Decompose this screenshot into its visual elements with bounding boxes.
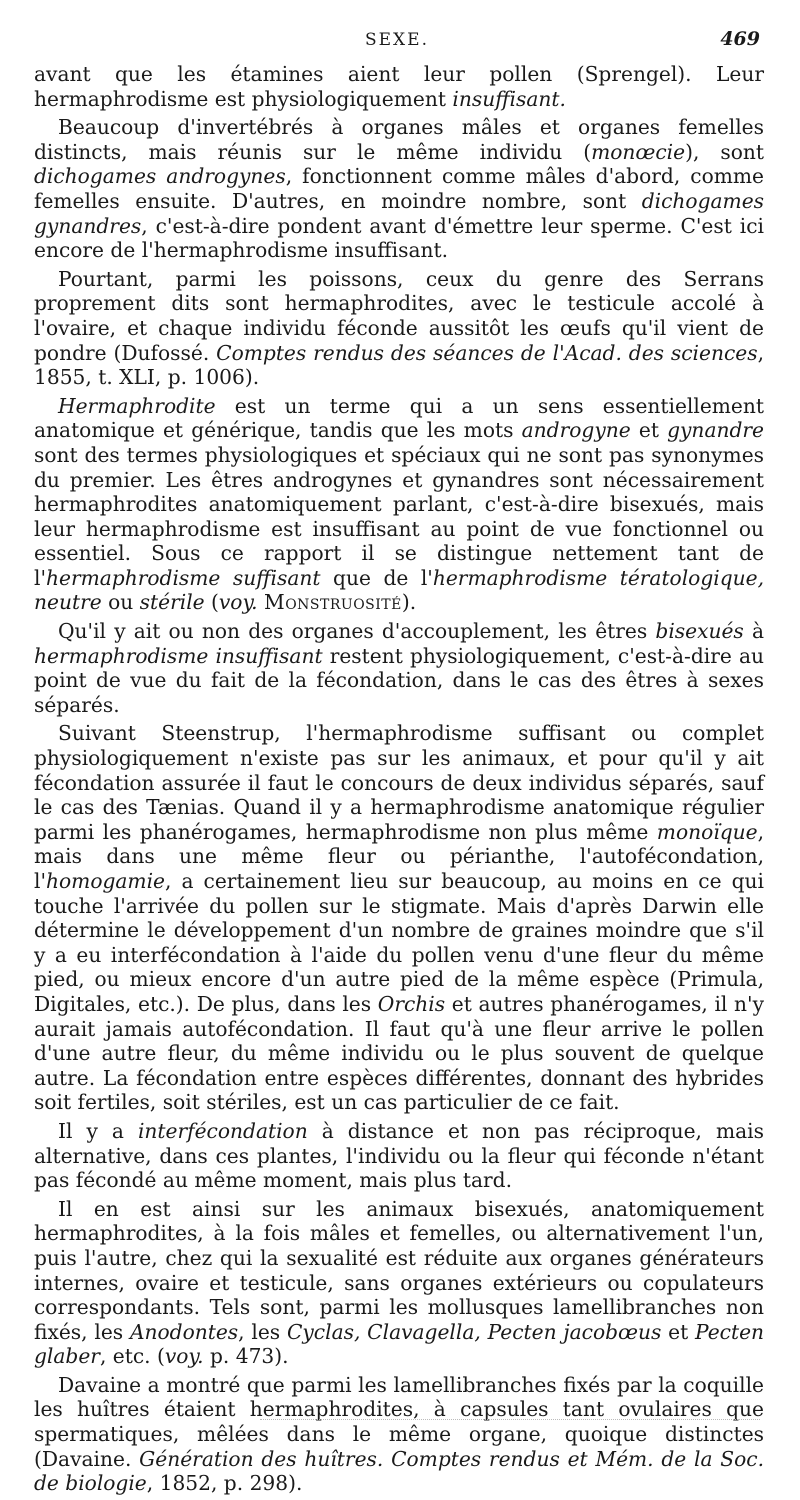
paragraph [34,721,764,1115]
text-run: , a certainement lieu sur beaucoup, au moins en ce qui touche l'arrivée du pollen sur le stigmate. Mais d'après Darwin elle détermine le développement d'un nombre de graines moindre que s'il y a eu interfécondation à l'aide du pollen venu d'une fleur du même pied, ou mieux encore d'un autre pied de la même espèce (Primula, Digitales, etc.). De plus, dans les [34,869,764,1016]
italic-term: dichogames gynandres [34,188,764,238]
italic-term: homogamie [46,869,165,893]
paragraph [34,1373,764,1496]
paragraph [34,267,764,390]
paragraph [34,62,764,111]
text-run: Il en est ainsi sur les animaux bisexués, anatomiquement hermaphrodites, à la fois mâles et femelles, ou alternativement l'un, puis l'autre, chez qui la sexualité est réduite aux organes générateurs internes, ovaire et testicule, sans organes extérieurs ou copulateurs correspondants. Tels sont, parmi les mollusques lamellibranches non fixés, les [34,1196,764,1344]
text-run: à [743,619,765,644]
text-run: et autres phanérogames, il n'y aurait jamais autofécondation. Il faut qu'à une fleur arrive le pollen d'une autre fleur, du même individu ou le plus souvent de quelque autre. La fécondation entre espèces différentes, donnant des hybrides soit fertiles, soit stériles, est un cas particulier de ce fait. [34,991,764,1115]
text-run: , fonctionnent comme mâles d'abord, comme femelles ensuite. D'autres, en moindre nombre, sont [34,164,764,213]
italic-term: monœcie [591,139,686,164]
text-run: Suivant Steenstrup, l'hermaphrodisme suffisant ou complet physiologiquement n'existe pas sur les animaux, et pour qu'il y ait fécondation assurée il faut le concours de deux individus séparés, sauf le cas des Tænias. Quand il y a hermaphrodisme anatomique régulier parmi les phanérogames, hermaphrodisme non plus même [34,721,764,844]
text-run: , les [238,1319,287,1344]
italic-term: Pecten glaber [34,1319,765,1369]
text-run: , c'est-à-dire pondent avant d'émettre leur sperme. C'est ici encore de l'hermaphrodisme insuffisant. [34,213,764,263]
italic-term: voy. [218,590,258,615]
text-run: restent physiologiquement, c'est-à-dire au point de vue du fait de la fécondation, dans le cas des êtres à sexes séparés. [34,643,764,717]
text-run: que de l' [320,565,433,590]
text-run: est un terme qui a un sens essentiellement anatomique et générique, tandis que les mots [34,393,764,443]
text-run: Pourtant, parmi les poissons, ceux du genre des Serrans proprement dits sont hermaphrodites, avec le testicule accolé à l'ovaire, et chaque individu féconde aussitôt les œufs qu'il vient de pondre (Dufossé. [34,266,764,365]
text-run: ). [401,590,417,615]
italic-term: hermaphrodisme suffisant [46,565,321,590]
italic-term: voy. [164,1344,204,1369]
text-run: ), sont [685,139,764,164]
text-run: ou [101,590,140,615]
italic-term: hermaphrodisme tératologique, neutre [34,565,764,615]
italic-term: Orchis [377,991,446,1016]
text-run: Davaine a montré que parmi les lamellibranches fixés par la coquille les huîtres étaient hermaphrodites, à capsules tant ovulaires que spermatiques, mêlées dans le même organe, quoique distinctes (Davaine. [34,1372,764,1471]
paragraph [34,394,764,615]
italic-term: stérile [139,590,205,615]
text-run: p. 473). [203,1344,289,1369]
text-run: ( [204,590,219,615]
italic-term: insuffisant. [452,86,566,111]
text-run: Qu'il y ait ou non des organes d'accouplement, les êtres [58,619,656,644]
italic-term: interfécondation [137,1118,308,1143]
page-header [34,30,760,60]
text-run: Il y a [58,1118,138,1143]
text-run: avant que les étamines aient leur pollen (Sprengel). Leur hermaphrodisme est physiologiquement [34,62,764,111]
italic-term: dichogames androgynes [34,164,286,189]
text-run: , etc. ( [99,1344,165,1369]
italic-term: Cyclas, Clavagella, Pecten jacobœus [286,1319,662,1344]
text-run: , 1852, p. 298). [146,1471,303,1496]
paragraph [34,1119,764,1193]
small-caps-term: Monstruosité [264,590,402,615]
italic-term: hermaphrodisme insuffisant [34,643,323,668]
italic-term: Génération des huîtres. Comptes rendus et Mém. de la Soc. de biologie [34,1446,764,1496]
text-run: Beaucoup d'invertébrés à organes mâles et organes femelles distincts, mais réunis sur le même individu ( [34,115,764,164]
paragraph [34,619,764,717]
italic-term: Anodontes [129,1319,239,1344]
paragraph [34,115,764,263]
paragraph [34,1197,764,1369]
text-run: , mais dans une même fleur ou périanthe, l'autofécondation, l' [34,819,764,893]
text-run: et [630,418,668,443]
italic-term: monoïque [656,819,758,844]
text-run: , 1855, t. XLI, p. 1006). [34,340,764,390]
footer-dotted-rule [260,1419,760,1420]
italic-term: Comptes rendus des séances de l'Acad. des sciences [216,340,758,365]
page-number: 469 [720,28,760,50]
italic-term: bisexués [655,619,744,644]
running-title: SEXE. [365,30,429,50]
text-run: à distance et non pas réciproque, mais alternative, dans ces plantes, l'individu ou la fleur qui féconde n'étant pas fécondé au même moment, mais plus tard. [34,1118,764,1193]
body-text [34,62,764,1500]
italic-term: androgyne [521,418,631,443]
italic-term: gynandre [667,418,764,443]
italic-term: Hermaphrodite [58,393,216,418]
text-run: et [661,1319,696,1344]
text-run: sont des termes physiologiques et spéciaux qui ne sont pas synonymes du premier. Les êtres androgynes et gynandres sont nécessairement hermaphrodites anatomiquement parlant, c'est-à-dire bisexués, mais leur hermaphrodisme est insuffisant au point de vue fonctionnel ou essentiel. Sous ce rapport il se distingue nettement tant de l' [34,442,764,590]
